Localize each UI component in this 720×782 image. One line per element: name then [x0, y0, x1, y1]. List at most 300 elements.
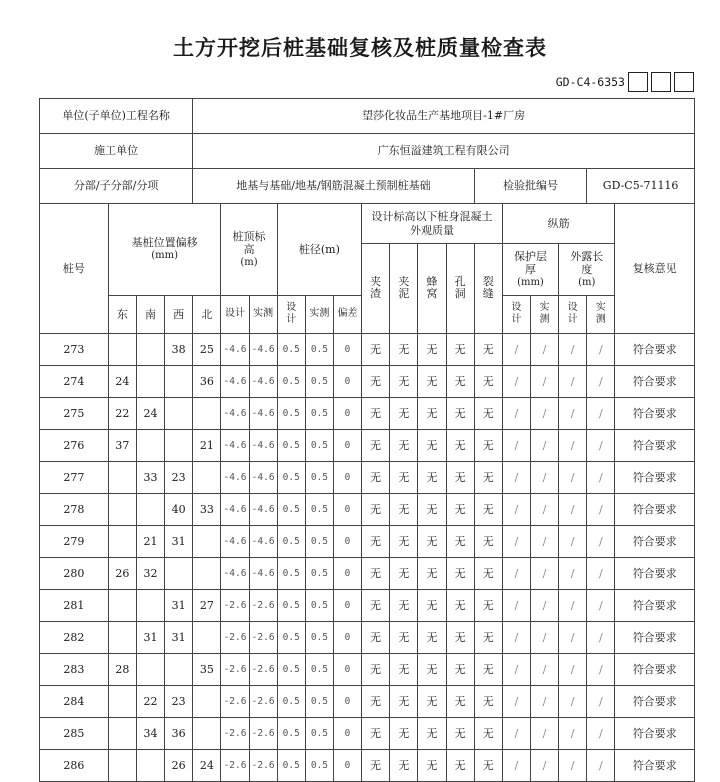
inspection-table — [39, 98, 695, 782]
offset-north-cell — [193, 398, 221, 430]
quality-cell: 无 — [446, 750, 474, 782]
quality-cell: 无 — [474, 366, 502, 398]
cover-measured-label: 实测 — [539, 302, 550, 326]
top-measured-cell: -2.6 — [249, 718, 277, 750]
review-cell: 符合要求 — [615, 718, 695, 750]
dia-deviation-cell: 0 — [333, 686, 361, 718]
offset-west-cell — [165, 398, 193, 430]
rebar-cell: / — [502, 622, 530, 654]
pile-no-cell: 276 — [40, 430, 109, 462]
quality-cell: 无 — [474, 750, 502, 782]
offset-south-cell: 22 — [136, 686, 164, 718]
rebar-cell: / — [530, 686, 558, 718]
top-design-cell: -4.6 — [221, 526, 249, 558]
dia-measured-cell: 0.5 — [305, 398, 333, 430]
rebar-cell: / — [559, 558, 587, 590]
q4-label: 孔洞 — [454, 275, 466, 301]
quality-cell: 无 — [362, 750, 390, 782]
offset-south-cell — [136, 430, 164, 462]
offset-east-cell: 22 — [108, 398, 136, 430]
quality-cell: 无 — [390, 334, 418, 366]
table-row — [40, 334, 695, 366]
dia-measured-cell: 0.5 — [305, 590, 333, 622]
quality-cell: 无 — [474, 462, 502, 494]
rebar-cell: / — [530, 654, 558, 686]
quality-cell: 无 — [362, 558, 390, 590]
table-row — [40, 430, 695, 462]
code-checkbox-1[interactable] — [628, 72, 648, 92]
offset-south-cell — [136, 334, 164, 366]
quality-cell: 无 — [418, 590, 446, 622]
offset-east-cell — [108, 686, 136, 718]
table-row — [40, 526, 695, 558]
code-checkbox-3[interactable] — [674, 72, 694, 92]
rebar-cell: / — [587, 526, 615, 558]
dia-deviation-cell: 0 — [333, 366, 361, 398]
quality-cell: 无 — [446, 558, 474, 590]
top-design-cell: -4.6 — [221, 334, 249, 366]
dia-design-cell: 0.5 — [277, 622, 305, 654]
offset-west-cell — [165, 654, 193, 686]
rebar-cell: / — [530, 430, 558, 462]
offset-north-cell — [193, 558, 221, 590]
table-row — [40, 622, 695, 654]
top-measured-cell: -2.6 — [249, 590, 277, 622]
pile-top-label: 桩顶标高 — [232, 229, 266, 257]
top-design-cell: -2.6 — [221, 590, 249, 622]
dia-measured-cell: 0.5 — [305, 750, 333, 782]
exposed-unit: (m) — [578, 277, 596, 288]
top-measured-cell: -4.6 — [249, 366, 277, 398]
quality-cell: 无 — [362, 622, 390, 654]
dia-design-cell: 0.5 — [277, 462, 305, 494]
dia-design-cell: 0.5 — [277, 494, 305, 526]
quality-cell: 无 — [474, 558, 502, 590]
quality-cell: 无 — [418, 654, 446, 686]
rebar-cell: / — [530, 750, 558, 782]
quality-header: 设计标高以下桩身混凝土外观质量 — [362, 204, 503, 244]
rebar-cell: / — [502, 334, 530, 366]
quality-cell: 无 — [474, 622, 502, 654]
dia-deviation-cell: 0 — [333, 654, 361, 686]
quality-cell: 无 — [362, 366, 390, 398]
quality-cell: 无 — [446, 366, 474, 398]
q1-label: 夹渣 — [370, 275, 382, 301]
pile-no-cell: 275 — [40, 398, 109, 430]
dia-design-cell: 0.5 — [277, 686, 305, 718]
dia-deviation-cell: 0 — [333, 398, 361, 430]
offset-north-cell: 36 — [193, 366, 221, 398]
top-measured-cell: -4.6 — [249, 494, 277, 526]
rebar-cell: / — [587, 718, 615, 750]
quality-cell: 无 — [418, 334, 446, 366]
top-design-cell: -2.6 — [221, 718, 249, 750]
dia-deviation-cell: 0 — [333, 334, 361, 366]
dia-deviation-cell: 0 — [333, 750, 361, 782]
quality-cell: 无 — [362, 686, 390, 718]
rebar-cell: / — [502, 558, 530, 590]
top-design-cell: -4.6 — [221, 430, 249, 462]
dia-design-cell: 0.5 — [277, 366, 305, 398]
review-cell: 符合要求 — [615, 462, 695, 494]
quality-cell: 无 — [446, 654, 474, 686]
pile-no-cell: 282 — [40, 622, 109, 654]
pile-top-unit: (m) — [240, 257, 258, 268]
pile-no-cell: 273 — [40, 334, 109, 366]
offset-north-cell: 27 — [193, 590, 221, 622]
rebar-cell: / — [587, 494, 615, 526]
cover-design-label: 设计 — [511, 302, 522, 326]
offset-west-cell: 40 — [165, 494, 193, 526]
pile-no-cell: 274 — [40, 366, 109, 398]
top-design-cell: -2.6 — [221, 686, 249, 718]
pile-no-cell: 279 — [40, 526, 109, 558]
quality-cell: 无 — [446, 398, 474, 430]
offset-north-cell: 24 — [193, 750, 221, 782]
offset-east-cell: 37 — [108, 430, 136, 462]
offset-south-cell: 31 — [136, 622, 164, 654]
dia-measured-cell: 0.5 — [305, 494, 333, 526]
dia-measured-cell: 0.5 — [305, 654, 333, 686]
top-measured-cell: -2.6 — [249, 654, 277, 686]
quality-cell: 无 — [418, 750, 446, 782]
rebar-cell: / — [502, 430, 530, 462]
dia-measured-cell: 0.5 — [305, 430, 333, 462]
pile-no-cell: 283 — [40, 654, 109, 686]
quality-cell: 无 — [446, 718, 474, 750]
quality-cell: 无 — [390, 622, 418, 654]
table-row — [40, 590, 695, 622]
offset-north-cell: 21 — [193, 430, 221, 462]
rebar-cell: / — [587, 622, 615, 654]
dia-measured-cell: 0.5 — [305, 334, 333, 366]
top-measured-cell: -4.6 — [249, 558, 277, 590]
table-row — [40, 462, 695, 494]
unit-label: 单位(子单位)工程名称 — [40, 99, 193, 134]
quality-cell: 无 — [474, 526, 502, 558]
dia-measured-cell: 0.5 — [305, 686, 333, 718]
quality-cell: 无 — [390, 494, 418, 526]
top-design-cell: -4.6 — [221, 366, 249, 398]
quality-cell: 无 — [362, 526, 390, 558]
dia-measured-header: 实测 — [305, 296, 333, 334]
dia-deviation-cell: 0 — [333, 526, 361, 558]
top-design-header: 设计 — [221, 296, 249, 334]
offset-west-cell: 38 — [165, 334, 193, 366]
offset-east-cell: 24 — [108, 366, 136, 398]
q3-header — [418, 244, 446, 334]
rebar-cell: / — [559, 686, 587, 718]
review-cell: 符合要求 — [615, 654, 695, 686]
exposed-design-label: 设计 — [567, 302, 578, 326]
document-code-row — [556, 72, 694, 92]
q5-header — [474, 244, 502, 334]
rebar-cell: / — [587, 654, 615, 686]
dia-design-cell: 0.5 — [277, 558, 305, 590]
quality-cell: 无 — [362, 462, 390, 494]
batch-label: 检验批编号 — [474, 169, 587, 204]
q4-header — [446, 244, 474, 334]
offset-west-cell: 31 — [165, 622, 193, 654]
offset-south-cell — [136, 750, 164, 782]
cover-unit: (mm) — [517, 277, 544, 288]
rebar-cell: / — [502, 718, 530, 750]
pile-no-cell: 278 — [40, 494, 109, 526]
position-offset-unit: (mm) — [151, 250, 178, 262]
offset-east-cell: 26 — [108, 558, 136, 590]
offset-west-cell — [165, 558, 193, 590]
top-design-cell: -4.6 — [221, 462, 249, 494]
dia-deviation-cell: 0 — [333, 558, 361, 590]
q3-label: 蜂窝 — [426, 275, 438, 301]
review-cell: 符合要求 — [615, 430, 695, 462]
code-checkbox-2[interactable] — [651, 72, 671, 92]
top-measured-cell: -2.6 — [249, 686, 277, 718]
pile-no-cell: 284 — [40, 686, 109, 718]
table-row — [40, 366, 695, 398]
quality-cell: 无 — [474, 686, 502, 718]
dia-design-cell: 0.5 — [277, 398, 305, 430]
pile-top-header — [221, 204, 277, 296]
quality-cell: 无 — [390, 750, 418, 782]
quality-cell: 无 — [418, 558, 446, 590]
rebar-cell: / — [559, 654, 587, 686]
offset-west-cell: 26 — [165, 750, 193, 782]
table-row — [40, 686, 695, 718]
offset-east-cell — [108, 750, 136, 782]
dia-design-cell: 0.5 — [277, 526, 305, 558]
offset-south-cell: 33 — [136, 462, 164, 494]
rebar-cell: / — [587, 750, 615, 782]
quality-cell: 无 — [446, 686, 474, 718]
rebar-cell: / — [502, 686, 530, 718]
quality-cell: 无 — [446, 430, 474, 462]
quality-cell: 无 — [446, 622, 474, 654]
document-code: GD-C4-6353 — [555, 75, 625, 89]
top-measured-cell: -4.6 — [249, 526, 277, 558]
offset-west-cell — [165, 366, 193, 398]
rebar-cell: / — [559, 622, 587, 654]
offset-north-cell — [193, 718, 221, 750]
dia-measured-cell: 0.5 — [305, 558, 333, 590]
pile-no-cell: 280 — [40, 558, 109, 590]
top-design-cell: -4.6 — [221, 558, 249, 590]
rebar-cell: / — [559, 430, 587, 462]
offset-north-cell — [193, 526, 221, 558]
offset-east-cell — [108, 718, 136, 750]
review-cell: 符合要求 — [615, 590, 695, 622]
quality-cell: 无 — [362, 654, 390, 686]
quality-cell: 无 — [390, 526, 418, 558]
rebar-cell: / — [587, 558, 615, 590]
cover-design-header — [502, 296, 530, 334]
offset-south-cell: 32 — [136, 558, 164, 590]
dia-deviation-cell: 0 — [333, 430, 361, 462]
top-measured-cell: -2.6 — [249, 750, 277, 782]
dia-design-cell: 0.5 — [277, 654, 305, 686]
pile-no-cell: 286 — [40, 750, 109, 782]
rebar-cell: / — [559, 590, 587, 622]
table-row — [40, 494, 695, 526]
position-offset-header — [108, 204, 221, 296]
quality-cell: 无 — [390, 654, 418, 686]
quality-cell: 无 — [362, 718, 390, 750]
exposed-design-header — [559, 296, 587, 334]
rebar-cell: / — [530, 366, 558, 398]
north-header: 北 — [193, 296, 221, 334]
rebar-cell: / — [559, 494, 587, 526]
rebar-cell: / — [587, 686, 615, 718]
top-measured-cell: -4.6 — [249, 430, 277, 462]
offset-north-cell — [193, 686, 221, 718]
unit-value: 望莎化妆品生产基地项目-1#厂房 — [193, 99, 695, 134]
review-cell: 符合要求 — [615, 334, 695, 366]
rebar-cell: / — [502, 750, 530, 782]
q2-header — [390, 244, 418, 334]
exposed-label: 外露长度 — [570, 249, 604, 277]
rebar-cell: / — [502, 654, 530, 686]
dia-measured-cell: 0.5 — [305, 462, 333, 494]
quality-cell: 无 — [418, 622, 446, 654]
review-cell: 符合要求 — [615, 686, 695, 718]
quality-cell: 无 — [474, 718, 502, 750]
rebar-cell: / — [530, 718, 558, 750]
top-measured-cell: -2.6 — [249, 622, 277, 654]
batch-value: GD-C5-71116 — [587, 169, 695, 204]
quality-cell: 无 — [390, 366, 418, 398]
rebar-cell: / — [559, 398, 587, 430]
division-label: 分部/子分部/分项 — [40, 169, 193, 204]
quality-cell: 无 — [474, 430, 502, 462]
offset-north-cell: 33 — [193, 494, 221, 526]
review-cell: 符合要求 — [615, 494, 695, 526]
top-measured-cell: -4.6 — [249, 334, 277, 366]
west-header: 西 — [165, 296, 193, 334]
offset-west-cell: 31 — [165, 526, 193, 558]
quality-cell: 无 — [418, 462, 446, 494]
quality-cell: 无 — [446, 494, 474, 526]
rebar-cell: / — [530, 334, 558, 366]
q5-label: 裂缝 — [482, 275, 494, 301]
table-row — [40, 718, 695, 750]
rebar-cell: / — [502, 494, 530, 526]
quality-cell: 无 — [390, 718, 418, 750]
offset-west-cell — [165, 430, 193, 462]
quality-cell: 无 — [390, 462, 418, 494]
rebar-cell: / — [530, 462, 558, 494]
dia-design-cell: 0.5 — [277, 430, 305, 462]
dia-measured-cell: 0.5 — [305, 366, 333, 398]
dia-design-cell: 0.5 — [277, 590, 305, 622]
table-row — [40, 654, 695, 686]
quality-cell: 无 — [474, 654, 502, 686]
top-design-cell: -2.6 — [221, 750, 249, 782]
review-cell: 符合要求 — [615, 366, 695, 398]
page-title: 土方开挖后桩基础复核及桩质量检查表 — [173, 36, 547, 60]
dia-design-cell: 0.5 — [277, 334, 305, 366]
dia-deviation-cell: 0 — [333, 590, 361, 622]
quality-cell: 无 — [446, 590, 474, 622]
cover-measured-header — [530, 296, 558, 334]
quality-cell: 无 — [418, 366, 446, 398]
rebar-cell: / — [530, 494, 558, 526]
q1-header — [362, 244, 390, 334]
rebar-cell: / — [530, 590, 558, 622]
offset-west-cell: 23 — [165, 686, 193, 718]
rebar-cell: / — [530, 526, 558, 558]
dia-measured-cell: 0.5 — [305, 718, 333, 750]
pile-no-cell: 277 — [40, 462, 109, 494]
offset-south-cell: 24 — [136, 398, 164, 430]
quality-cell: 无 — [362, 334, 390, 366]
quality-cell: 无 — [446, 462, 474, 494]
offset-south-cell — [136, 654, 164, 686]
table-row — [40, 398, 695, 430]
offset-south-cell — [136, 366, 164, 398]
top-design-cell: -4.6 — [221, 398, 249, 430]
rebar-cell: / — [559, 366, 587, 398]
dia-design-cell: 0.5 — [277, 718, 305, 750]
offset-west-cell: 23 — [165, 462, 193, 494]
quality-cell: 无 — [362, 398, 390, 430]
quality-cell: 无 — [362, 590, 390, 622]
quality-cell: 无 — [418, 718, 446, 750]
quality-cell: 无 — [362, 494, 390, 526]
quality-cell: 无 — [418, 398, 446, 430]
quality-cell: 无 — [390, 590, 418, 622]
rebar-cell: / — [502, 462, 530, 494]
quality-cell: 无 — [418, 494, 446, 526]
review-cell: 符合要求 — [615, 526, 695, 558]
rebar-cell: / — [502, 398, 530, 430]
division-value: 地基与基础/地基/钢筋混凝土预制桩基础 — [193, 169, 474, 204]
dia-measured-cell: 0.5 — [305, 622, 333, 654]
offset-east-cell — [108, 590, 136, 622]
top-design-cell: -2.6 — [221, 622, 249, 654]
dia-deviation-header: 偏差 — [333, 296, 361, 334]
exposed-header — [559, 244, 615, 296]
top-measured-header: 实测 — [249, 296, 277, 334]
rebar-cell: / — [502, 366, 530, 398]
cover-label: 保护层厚 — [513, 249, 547, 277]
offset-east-cell — [108, 622, 136, 654]
pile-no-header: 桩号 — [40, 204, 109, 334]
quality-cell: 无 — [446, 334, 474, 366]
diameter-header: 桩径(m) — [277, 204, 361, 296]
offset-west-cell: 36 — [165, 718, 193, 750]
dia-deviation-cell: 0 — [333, 718, 361, 750]
quality-cell: 无 — [418, 430, 446, 462]
pile-no-cell: 285 — [40, 718, 109, 750]
dia-deviation-cell: 0 — [333, 462, 361, 494]
pile-no-cell: 281 — [40, 590, 109, 622]
rebar-cell: / — [587, 398, 615, 430]
offset-north-cell: 25 — [193, 334, 221, 366]
review-cell: 符合要求 — [615, 622, 695, 654]
quality-cell: 无 — [418, 686, 446, 718]
top-measured-cell: -4.6 — [249, 398, 277, 430]
offset-east-cell — [108, 526, 136, 558]
review-cell: 符合要求 — [615, 398, 695, 430]
rebar-cell: / — [559, 750, 587, 782]
offset-east-cell: 28 — [108, 654, 136, 686]
quality-cell: 无 — [390, 686, 418, 718]
quality-cell: 无 — [474, 590, 502, 622]
top-design-cell: -2.6 — [221, 654, 249, 686]
rebar-cell: / — [587, 366, 615, 398]
quality-cell: 无 — [474, 334, 502, 366]
review-cell: 符合要求 — [615, 558, 695, 590]
